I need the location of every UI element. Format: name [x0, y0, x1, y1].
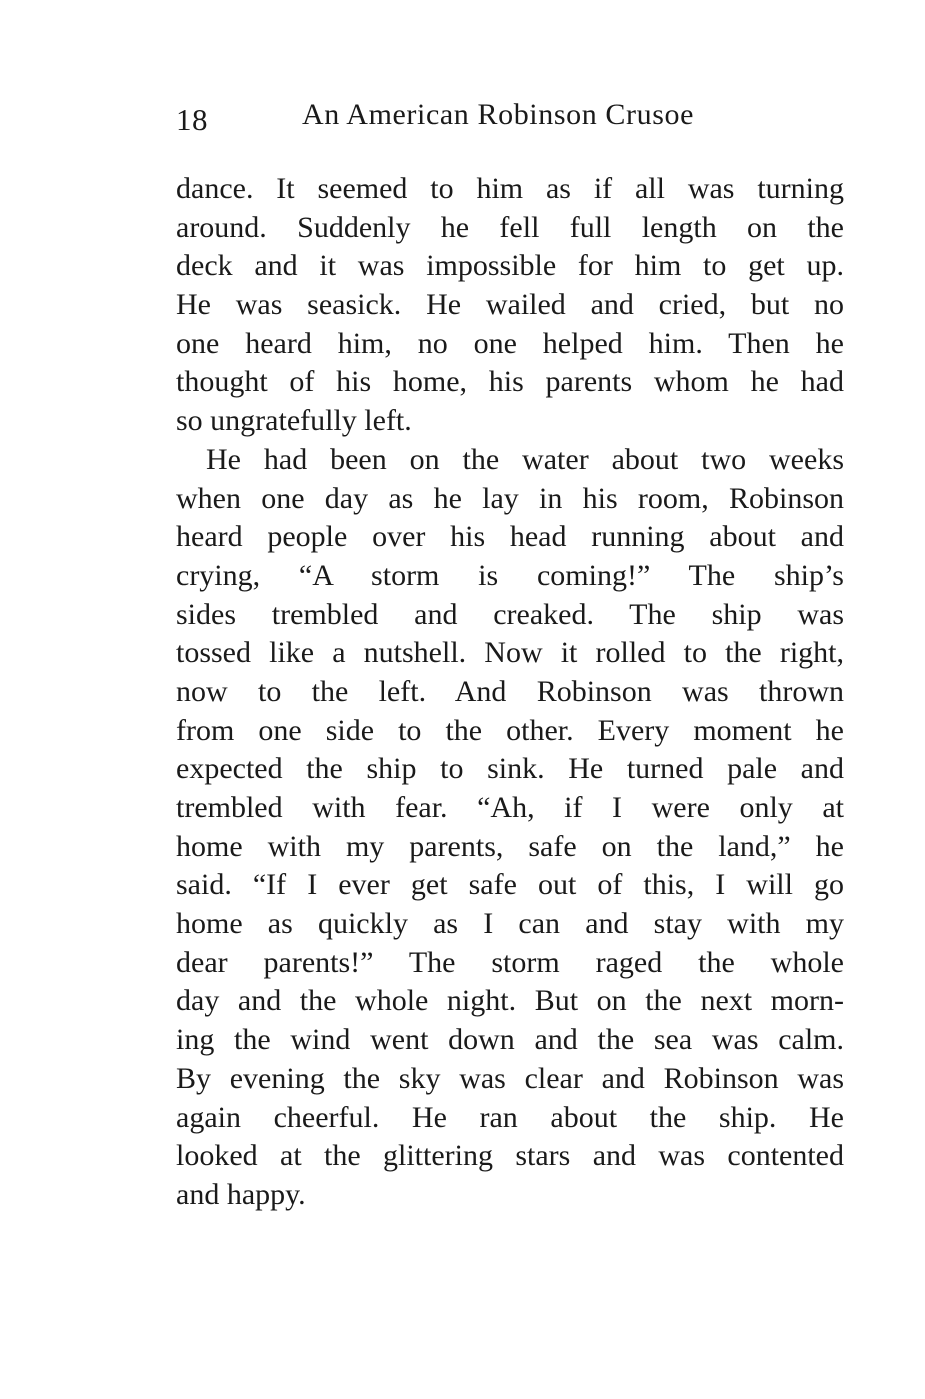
- text-line: from one side to the other. Every moment he: [176, 713, 844, 747]
- text-line: now to the left. And Robinson was thrown: [176, 674, 844, 708]
- paragraph-1: [176, 170, 844, 441]
- text-line: He was seasick. He wailed and cried, but no: [176, 288, 844, 322]
- text-line: one heard him, no one helped him. Then he: [176, 326, 844, 360]
- body-text: [176, 170, 844, 1215]
- text-line: deck and it was impossible for him to get up.: [176, 249, 844, 283]
- text-line: home as quickly as I can and stay with my: [176, 907, 844, 941]
- paragraph-2: [176, 441, 844, 1215]
- book-title: An American Robinson Crusoe: [302, 98, 694, 131]
- text-line: said. “If I ever get safe out of this, I will go: [176, 868, 844, 902]
- text-line: By evening the sky was clear and Robinson was: [176, 1061, 844, 1095]
- text-line: thought of his home, his parents whom he had: [176, 365, 844, 399]
- text-line: crying, “A storm is coming!” The ship’s: [176, 558, 844, 592]
- running-head: [176, 98, 736, 138]
- text-line: home with my parents, safe on the land,” he: [176, 829, 844, 863]
- text-line: dear parents!” The storm raged the whole: [176, 945, 844, 979]
- text-line: again cheerful. He ran about the ship. He: [176, 1100, 844, 1134]
- text-line: and happy.: [176, 1177, 306, 1211]
- text-line: looked at the glittering stars and was contented: [176, 1139, 844, 1173]
- text-line: tossed like a nutshell. Now it rolled to the right,: [176, 636, 844, 670]
- text-line: day and the whole night. But on the next morn-: [176, 984, 844, 1018]
- text-line: ing the wind went down and the sea was calm.: [176, 1023, 844, 1057]
- text-line: so ungratefully left.: [176, 404, 412, 438]
- text-line: when one day as he lay in his room, Robinson: [176, 481, 844, 515]
- text-line: around. Suddenly he fell full length on the: [176, 210, 844, 244]
- text-line: expected the ship to sink. He turned pale and: [176, 752, 844, 786]
- text-line: He had been on the water about two weeks: [206, 442, 844, 476]
- text-line: trembled with fear. “Ah, if I were only at: [176, 791, 844, 824]
- text-line: dance. It seemed to him as if all was turning: [176, 172, 844, 205]
- text-line: sides trembled and creaked. The ship was: [176, 597, 844, 631]
- page-number: 18: [176, 102, 208, 137]
- text-line: heard people over his head running about and: [176, 520, 844, 554]
